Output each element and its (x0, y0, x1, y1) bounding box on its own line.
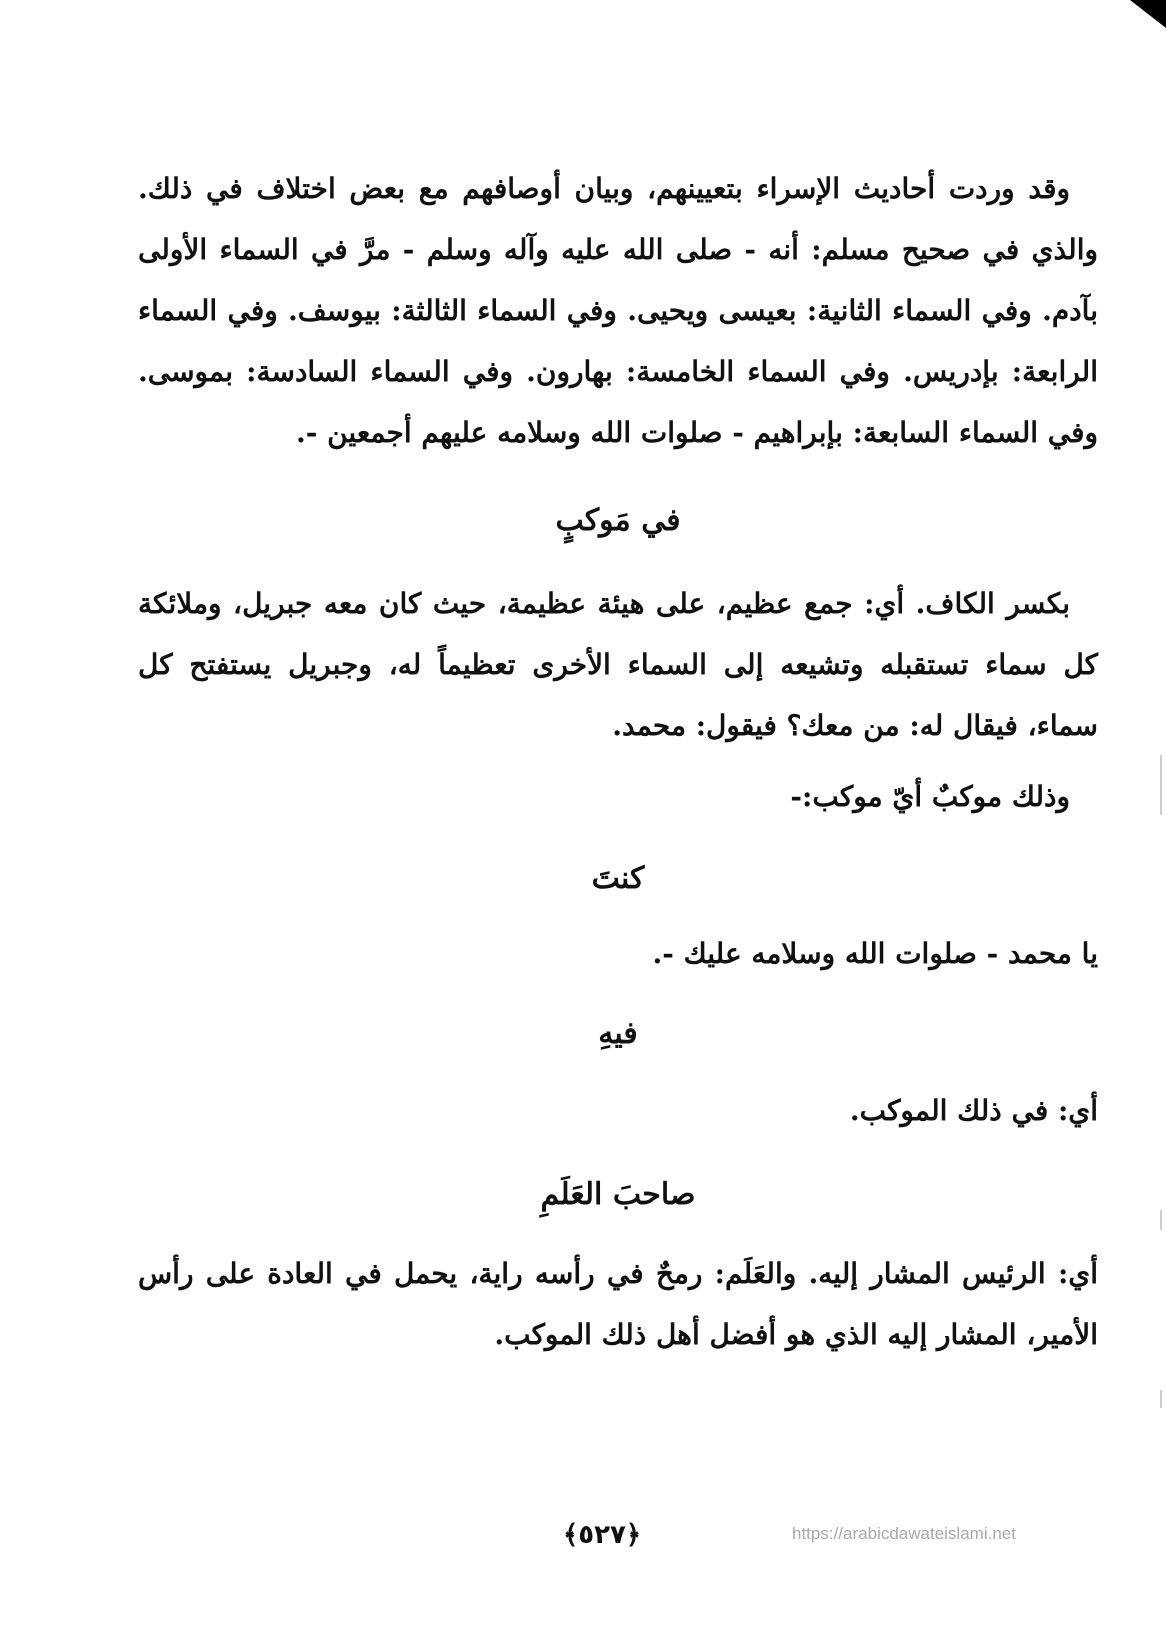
corner-triangle-mark (1130, 0, 1166, 28)
scan-edge-mark (1160, 755, 1162, 815)
heading-sahib-al-alam: صاحبَ العَلَمِ (540, 1177, 696, 1212)
paragraph-prophets-in-heavens: وقد وردت أحاديث الإسراء بتعيينهم، وبيان أوصافهم مع بعض اختلاف في ذلك. والذي في صحيح مسلم: أنه - صلى الله عليه وآله وسلم - مرَّ في السماء الأولى بآدم. وفي السماء الثانية: بعيسى ويحيى. وفي السماء الثالثة: بيوسف. وفي السماء الرابعة: بإدريس. وفي السماء الخامسة: بهارون. وفي السماء السادسة: بموسى. وفي السماء السابعة: بإبراهيم - صلوات الله وسلامه عليهم أجمعين -. (138, 172, 1098, 449)
page-footer (0, 1520, 1166, 1560)
scan-edge-mark (1160, 1390, 1162, 1408)
scan-edge-mark (1160, 1210, 1162, 1230)
paragraph-ya-muhammad: يا محمد - صلوات الله وسلامه عليك -. (652, 937, 1098, 970)
paragraph-mawkib-explanation: بكسر الكاف. أي: جمع عظيم، على هيئة عظيمة، حيث كان معه جبريل، وملائكة كل سماء تستقبله وتشيعه إلى السماء الأخرى تعظيماً له، وجبريل يستفتح كل سماء، فيقال له: من معك؟ فيقول: محمد. (138, 587, 1098, 742)
heading-fi-mawkib: في مَوكبٍ (555, 503, 681, 538)
page-body (138, 158, 1098, 1365)
page-number: ﴿٥٢٧﴾ (563, 1520, 642, 1550)
paragraph-fi-dhalika-al-mawkib: أي: في ذلك الموكب. (849, 1094, 1098, 1127)
heading-kunta: كنتَ (591, 861, 645, 896)
heading-fihi: فيهِ (598, 1016, 638, 1051)
paragraph-dhalika-mawkib: وذلك موكبٌ أيّ موكب:- (790, 780, 1070, 813)
watermark-url: https://arabicdawateislami.net (792, 1524, 1016, 1543)
paragraph-al-alam-explanation: أي: الرئيس المشار إليه. والعَلَم: رمحٌ في رأسه راية، يحمل في العادة على رأس الأمير، المشار إليه الذي هو أفضل أهل ذلك الموكب. (138, 1257, 1098, 1351)
